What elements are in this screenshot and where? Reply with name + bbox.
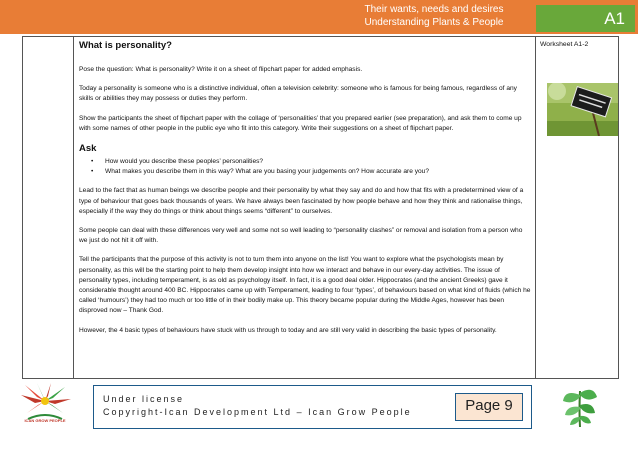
right-column-divider <box>535 36 536 379</box>
paragraph-3: Show the participants the sheet of flipchart paper with the collage of ‘personalities’ that you prepared earlier (see preparation), and ask them to come up with some names of other people in the public eye who fit into this category. Write their suggestions on a sheet of flipchart paper. <box>79 114 522 132</box>
paragraph-5: Some people can deal with these differences very well and some not so well leading to “personality clashes” or removal and isolation from a person who we just do not hit it off with. <box>79 227 523 245</box>
page-title: What is personality? <box>79 40 172 51</box>
bullet-icon: • <box>91 158 94 166</box>
footer-license: Under license <box>103 394 185 404</box>
main-content <box>79 40 532 345</box>
paragraph-4: Lead to the fact that as human beings we describe people and their personality by what they say and do and how that fits with a predetermined view of a type of behaviour that goes back thousands of years. We have always been fascinated by how people behave and how they think and rationalise things, especially if the way they do things or think about things seems “different” to ourselves. <box>79 187 524 215</box>
logo-caption: ICAN GROW PEOPLE <box>24 418 66 423</box>
header-title <box>364 3 504 29</box>
ask-item-1: How would you describe these peoples’ personalities? <box>105 158 264 166</box>
left-column-divider <box>73 36 74 379</box>
header-line-1: Their wants, needs and desires <box>364 4 504 15</box>
ask-heading: Ask <box>79 143 97 155</box>
paragraph-2: Today a personality is someone who is a distinctive individual, often a television celebrity: someone who is famous for being famous, regardless of any skills or abilities they may possess or duties they perform. <box>79 85 517 103</box>
ask-list <box>91 157 532 177</box>
paragraph-1: Pose the question: What is personality? Write it on a sheet of flipchart paper for added emphasis. <box>79 66 363 73</box>
flower-logo-icon <box>16 383 74 433</box>
header-line-2: Understanding Plants & People <box>364 17 504 28</box>
worksheet-label: Worksheet A1-2 <box>540 41 589 48</box>
bullet-icon: • <box>91 168 94 176</box>
list-item <box>91 167 532 177</box>
personality-sign-image <box>547 83 618 136</box>
leaf-logo-icon <box>557 383 603 431</box>
paragraph-7: However, the 4 basic types of behaviours have stuck with us through to today and are still very valid in describing the basic types of personality. <box>79 326 497 334</box>
ask-item-2: What makes you describe them in this way? What are you basing your judgements on? How accurate are you? <box>105 168 429 176</box>
list-item <box>91 157 532 167</box>
paragraph-6: Tell the participants that the purpose of this activity is not to turn them into anyone on the list! You want to explore what the psychologists mean by personality, as this will be the starting point to help them develop insight into how we interact and behave in our every-day activities. The issue of personality types, including temperament, is as old as psychology itself. In fact, it is a good deal older. Hippocrates (and the ancient Greeks) gave it considerable thought around 400 BC. Hippocrates came up with Temperament, leading to four ‘types’, of behaviours based on what kind of fluids (which he called ‘humours’) they had too much or too little of in their bodily make up. This theory became popular during the Middle Ages, however has been disproved now – Thank God. <box>79 256 531 315</box>
footer-copyright: Copyright-Ican Development Ltd – Ican Grow People <box>103 407 412 417</box>
section-badge: A1 <box>536 5 635 32</box>
page-number: Page 9 <box>455 393 523 421</box>
